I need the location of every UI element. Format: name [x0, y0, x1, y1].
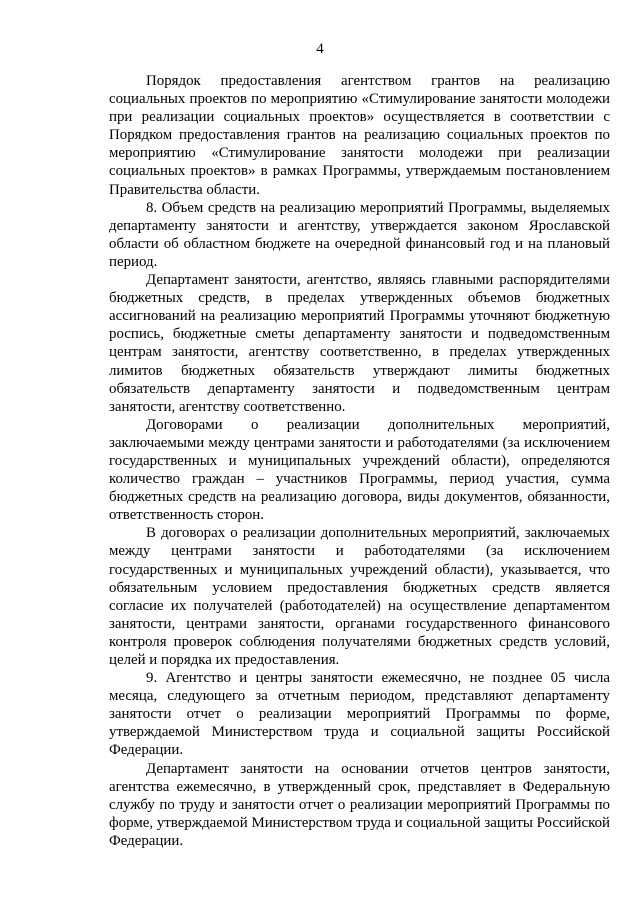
document-body [109, 72, 610, 850]
paragraph-agreement-conditions: В договорах о реализации дополнительных мероприятий, заключаемых между центрами занятости и работодателями (за исключением государственных и муниципальных учреждений области), указывается, что обязательным условием предоставления бюджетных средств является согласие их получателей (работодателей) на осуществление департаментом занятости, центрами занятости, органами государственного финансового контроля проверок соблюдения получателями бюджетных средств условий, целей и порядка их предоставления. [109, 525, 610, 668]
page-number: 4 [316, 41, 324, 57]
paragraph-federal-reporting: Департамент занятости на основании отчетов центров занятости, агентства ежемесячно, в утвержденный срок, представляет в Федеральную службу по труду и занятости отчет о реализации мероприятий Программы по форме, утверждаемой Министерством труда и социальной защиты Российской Федерации. [109, 760, 610, 849]
paragraph-grant-procedure: Порядок предоставления агентством грантов на реализацию социальных проектов по мероприятию «Стимулирование занятости молодежи при реализации социальных проектов» осуществляется в соответствии с Порядком предоставления грантов на реализацию социальных проектов по мероприятию «Стимулирование занятости молодежи при реализации социальных проектов» в рамках Программы, утверждаемым постановлением Правительства области. [109, 73, 610, 198]
paragraph-budget-allocation: Департамент занятости, агентство, являясь главными распорядителями бюджетных средств, в пределах утвержденных объемов бюджетных ассигнований на реализацию мероприятий Программы уточняют бюджетную роспись, бюджетные сметы департаменту занятости и подведомственным центрам занятости, агентству соответственно, в пределах утвержденных лимитов бюджетных обязательств утверждают лимиты бюджетных обязательств департаменту занятости и подведомственным центрам занятости, агентству соответственно. [109, 272, 610, 415]
paragraph-8-funding-volume: 8. Объем средств на реализацию мероприятий Программы, выделяемых департаменту занятости и агентству, утверждается законом Ярославской области об областном бюджете на очередной финансовый год и на плановый период. [109, 199, 610, 270]
paragraph-agreements: Договорами о реализации дополнительных мероприятий, заключаемыми между центрами занятости и работодателями (за исключением государственных и муниципальных учреждений области), определяются количество граждан – участников Программы, период участия, сумма бюджетных средств на реализацию договора, виды документов, обязанности, ответственность сторон. [109, 416, 610, 524]
paragraph-9-reporting: 9. Агентство и центры занятости ежемесячно, не позднее 05 числа месяца, следующего за отчетным периодом, представляют департаменту занятости отчет о реализации мероприятий Программы по форме, утверждаемой Министерством труда и социальной защиты Российской Федерации. [109, 670, 610, 759]
